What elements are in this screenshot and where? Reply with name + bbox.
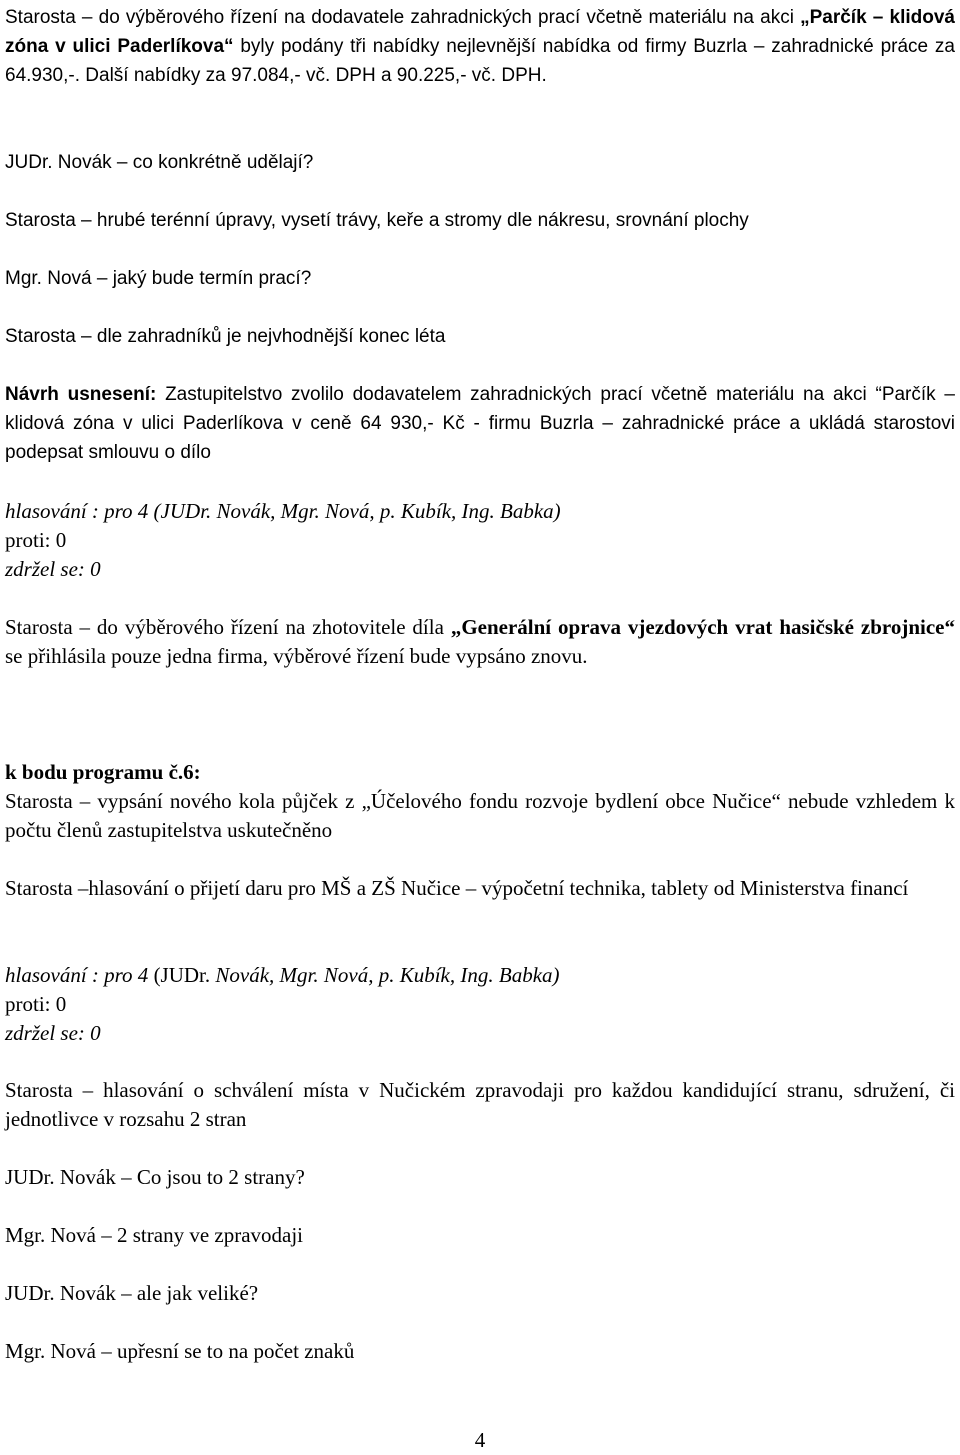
vote-for-2 (5, 961, 955, 990)
paragraph-text: Starosta – do výběrového řízení na zhotovitele díla (5, 615, 451, 639)
resolution-label: Návrh usnesení: (5, 384, 157, 405)
vote-abstain-1: zdržel se: 0 (5, 557, 101, 581)
resolution-text: Zastupitelstvo zvolilo dodavatelem zahradnických prací včetně materiálu na akci “Parčík – klidová zóna v ulici Paderlíkova v ceně 64 930,- Kč - firmu Buzrla – zahradnické práce a ukládá starostovi podepsat smlouvu o dílo (5, 384, 955, 463)
vote-against-2: proti: 0 (5, 992, 67, 1016)
paragraph-text: byly podány tři nabídky nejlevnější nabídka od firmy Buzrla – zahradnické práce za 64.930,-. Další nabídky za 97.084,- vč. DPH a 90.225,- vč. DPH. (5, 36, 955, 86)
paragraph-text: Starosta – do výběrového řízení na dodavatele zahradnických prací včetně materiálu na akci (5, 7, 801, 28)
answer-nova-size: Mgr. Nová – upřesní se to na počet znaků (5, 1339, 355, 1363)
vote-for-1: hlasování : pro 4 (JUDr. Novák, Mgr. Nová, p. Kubík, Ing. Babka) (5, 499, 561, 523)
vote-label: hlasování : pro 4 (5, 963, 154, 987)
project-name: „Generální oprava vjezdových vrat hasičské zbrojnice“ (450, 615, 955, 639)
resolution-proposal (5, 380, 955, 467)
paragraph-donation: Starosta –hlasování o přijetí daru pro MŠ a ZŠ Nučice – výpočetní technika, tablety od Ministerstva financí (5, 876, 909, 900)
vote-voters: Novák, Mgr. Nová, p. Kubík, Ing. Babka) (215, 963, 560, 987)
section-heading: k bodu programu č.6: (5, 760, 201, 784)
question-nova-term: Mgr. Nová – jaký bude termín prací? (5, 268, 312, 289)
answer-nova-pages: Mgr. Nová – 2 strany ve zpravodaji (5, 1223, 304, 1247)
paragraph-tender-offers (5, 3, 955, 90)
paragraph-garage-gates (5, 613, 955, 671)
paragraph-newsletter: Starosta – hlasování o schválení místa v Nučickém zpravodaji pro každou kandidující stranu, sdružení, či jednotlivce v rozsahu 2 stran (5, 1078, 955, 1131)
answer-mayor-scope: Starosta – hrubé terénní úpravy, vysetí trávy, keře a stromy dle nákresu, srovnání plochy (5, 210, 749, 231)
question-novak-pages: JUDr. Novák – Co jsou to 2 strany? (5, 1165, 305, 1189)
question-novak-scope: JUDr. Novák – co konkrétně udělají? (5, 152, 314, 173)
page-number: 4 (474, 1428, 486, 1452)
vote-against-1: proti: 0 (5, 528, 67, 552)
project-name: „Parčík – klidová zóna v ulici Paderlíkova“ (5, 7, 955, 57)
paragraph-loans: Starosta – vypsání nového kola půjček z „Účelového fondu rozvoje bydlení obce Nučice“ nebude vzhledem k počtu členů zastupitelstva uskutečněno (5, 789, 955, 842)
answer-mayor-term: Starosta – dle zahradníků je nejvhodnější konec léta (5, 326, 446, 347)
paragraph-text: se přihlásila pouze jedna firma, výběrové řízení bude vypsáno znovu. (5, 644, 588, 668)
vote-voters: (JUDr. (153, 963, 216, 987)
question-novak-size: JUDr. Novák – ale jak veliké? (5, 1281, 259, 1305)
vote-abstain-2: zdržel se: 0 (5, 1021, 101, 1045)
